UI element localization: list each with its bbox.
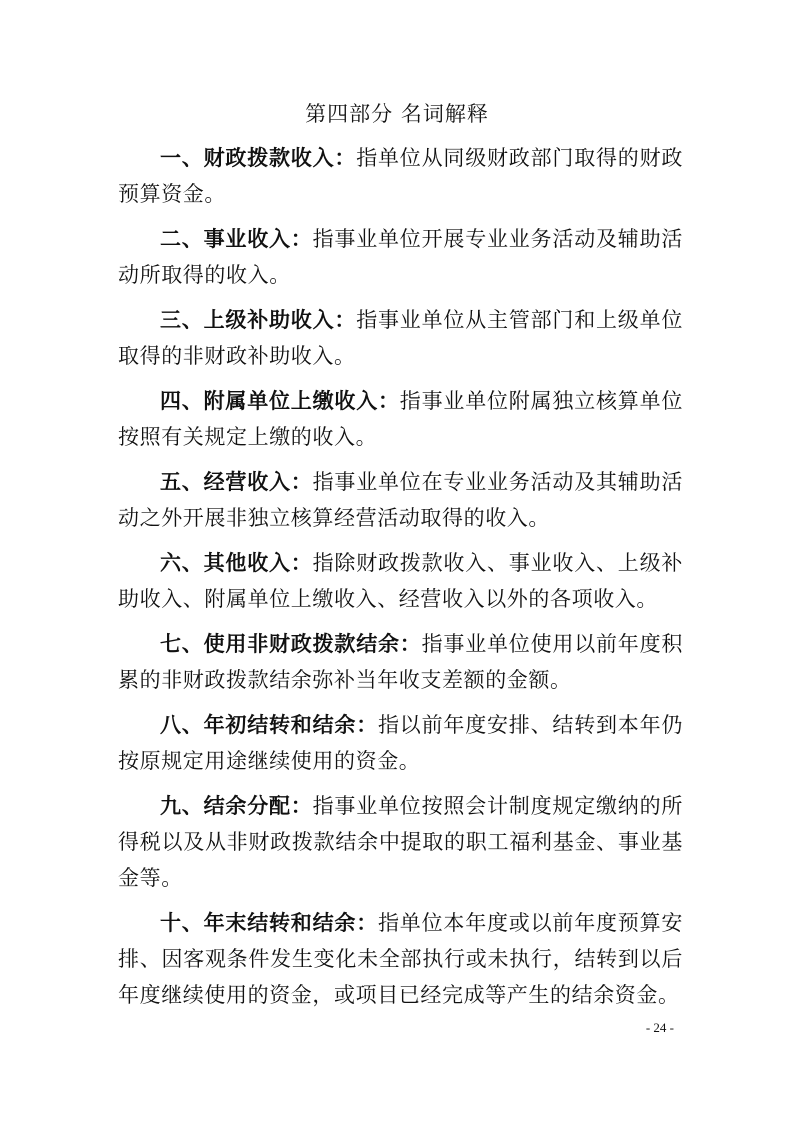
- term-item: [118, 545, 683, 617]
- term-item: [118, 302, 683, 374]
- term-label: 一、财政拨款收入：: [160, 146, 357, 170]
- term-item: [118, 626, 683, 698]
- term-definition: 指以前年度安排、结转到本年仍按原规定用途继续使用的资金。: [118, 713, 683, 773]
- term-label: 十、年末结转和结余：: [160, 911, 378, 935]
- term-item: [118, 221, 683, 293]
- term-label: 二、事业收入：: [160, 227, 313, 251]
- term-definition: 指事业单位在专业业务活动及其辅助活动之外开展非独立核算经营活动取得的收入。: [118, 470, 684, 530]
- term-item: [118, 464, 683, 536]
- term-definition: 指事业单位附属独立核算单位按照有关规定上缴的收入。: [118, 389, 683, 449]
- term-label: 四、附属单位上缴收入：: [160, 389, 400, 413]
- term-definition: 指事业单位按照会计制度规定缴纳的所得税以及从非财政拨款结余中提取的职工福利基金、事业基金等。: [118, 794, 684, 890]
- term-item: [118, 788, 683, 896]
- term-label: 五、经营收入：: [160, 470, 313, 494]
- page-number: - 24 -: [645, 1020, 674, 1035]
- term-label: 七、使用非财政拨款结余：: [160, 632, 422, 656]
- terms-list: [118, 140, 683, 1022]
- term-definition: 指除财政拨款收入、事业收入、上级补助收入、附属单位上缴收入、经营收入以外的各项收入。: [118, 551, 684, 611]
- section-title: 第四部分 名词解释: [305, 102, 489, 126]
- term-definition: 指单位从同级财政部门取得的财政预算资金。: [118, 146, 683, 206]
- term-label: 六、其他收入：: [160, 551, 313, 575]
- term-definition: 指单位本年度或以前年度预算安排、因客观条件发生变化未全部执行或未执行，结转到以后年度继续使用的资金，或项目已经完成等产生的结余资金。: [118, 911, 683, 1007]
- term-definition: 指事业单位使用以前年度积累的非财政拨款结余弥补当年收支差额的金额。: [118, 632, 684, 692]
- term-item: [118, 383, 683, 455]
- term-item: [118, 707, 683, 779]
- term-label: 三、上级补助收入：: [160, 308, 357, 332]
- term-definition: 指事业单位开展专业业务活动及辅助活动所取得的收入。: [118, 227, 684, 287]
- term-label: 八、年初结转和结余：: [160, 713, 378, 737]
- term-label: 九、结余分配：: [160, 794, 313, 818]
- term-item: [118, 140, 683, 212]
- term-item: [118, 905, 683, 1013]
- term-definition: 指事业单位从主管部门和上级单位取得的非财政补助收入。: [118, 308, 683, 368]
